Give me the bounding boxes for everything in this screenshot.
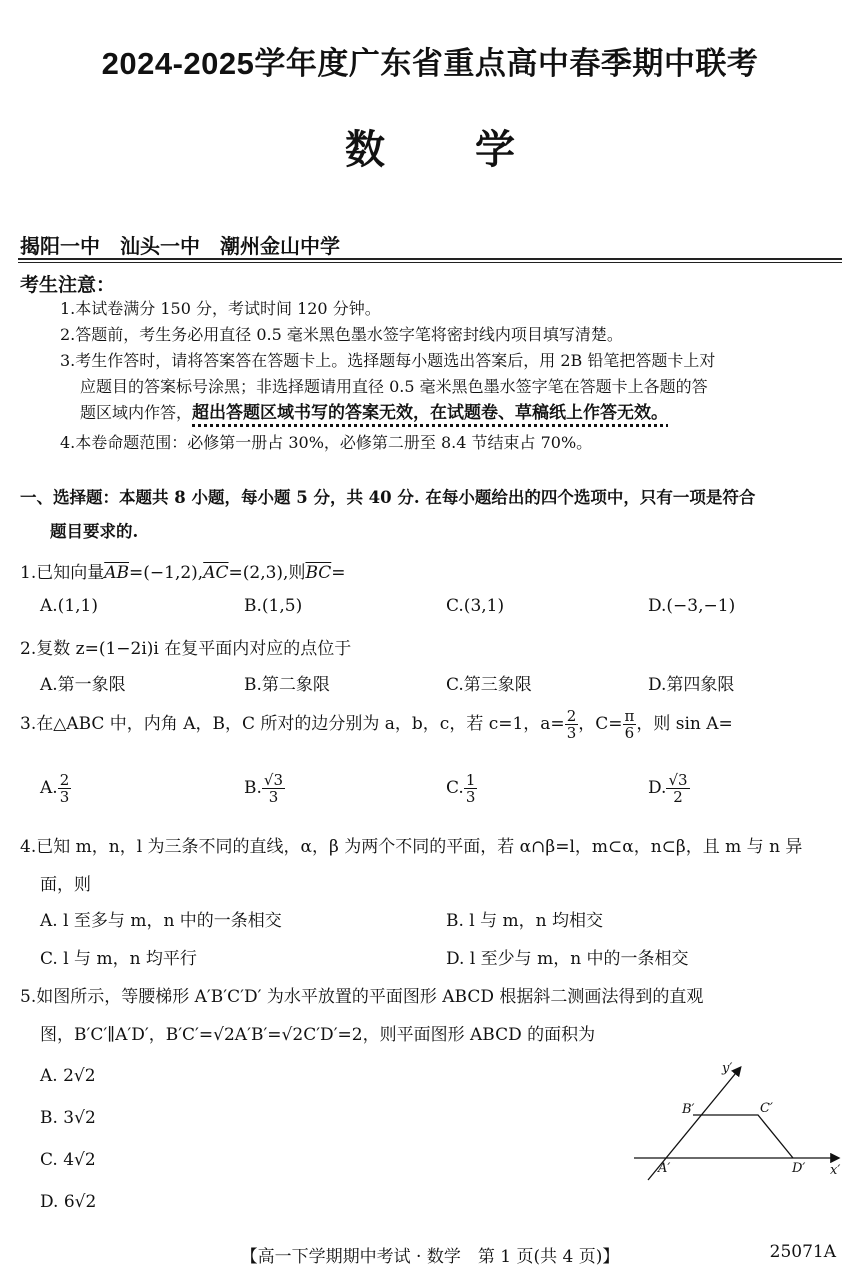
vector-ac: $\overline{AC}$ xyxy=(203,563,229,583)
option-fraction xyxy=(58,772,72,805)
fraction-num: 1 xyxy=(465,771,476,789)
option-letter: A. xyxy=(40,778,58,798)
exam-code: 25071A xyxy=(769,1242,836,1262)
option-fraction xyxy=(464,772,478,805)
label-x: x′ xyxy=(830,1163,841,1178)
q1-option-b[interactable]: B.(1,5) xyxy=(244,596,303,616)
label-a: A′ xyxy=(658,1161,671,1176)
q3-fraction-a xyxy=(565,708,579,741)
notice-warning: 超出答题区域书写的答案无效，在试题卷、草稿纸上作答无效。 xyxy=(192,403,669,422)
q3-text: ，则 sin A= xyxy=(636,714,733,734)
fraction-num: 2 xyxy=(59,771,70,789)
q3-option-b[interactable] xyxy=(244,772,285,805)
question-4-cont: 面，则 xyxy=(40,875,91,895)
question-2: 2.复数 z=(1−2i)i 在复平面内对应的点位于 xyxy=(20,639,352,659)
header-rule xyxy=(18,258,842,260)
section-heading-cont: 题目要求的. xyxy=(50,522,139,541)
q1-text: =(2,3),则 xyxy=(228,563,306,583)
q3-fraction-c xyxy=(623,708,637,741)
q1-text: 1.已知向量 xyxy=(20,563,105,583)
notice-item-2: 2.答题前，考生务必用直径 0.5 毫米黑色墨水签字笔将密封线内项目填写清楚。 xyxy=(60,325,623,344)
header-rule-thin xyxy=(18,262,842,263)
q1-text: =(−1,2), xyxy=(129,563,204,583)
q3-text: ，C= xyxy=(578,714,623,734)
question-1 xyxy=(20,558,346,583)
option-fraction xyxy=(262,772,285,805)
fraction-den: 2 xyxy=(673,788,683,806)
trapezoid-edges xyxy=(693,1115,793,1158)
q4-option-c[interactable]: C. l 与 m，n 均平行 xyxy=(40,949,197,969)
q5-option-c[interactable]: C. 4√2 xyxy=(40,1150,96,1170)
page-footer: 【高一下学期期中考试 · 数学 第 1 页(共 4 页)】 xyxy=(240,1247,620,1267)
notice-item-3: 3.考生作答时，请将答案答在答题卡上。选择题每小题选出答案后，用 2B 铅笔把答题卡上对 xyxy=(60,351,716,370)
notice-item-3-cont: 应题目的答案标号涂黑；非选择题请用直径 0.5 毫米黑色墨水签字笔在答题卡上各题的答 xyxy=(80,377,708,396)
q3-option-d[interactable] xyxy=(648,772,690,805)
fraction-num: √3 xyxy=(263,771,284,789)
trapezoid-figure xyxy=(630,1056,850,1186)
label-c: C′ xyxy=(760,1101,773,1116)
vector-bc: $\overline{BC}$ xyxy=(305,563,332,583)
q4-option-d[interactable]: D. l 至少与 m，n 中的一条相交 xyxy=(446,949,689,969)
option-letter: B. xyxy=(244,778,262,798)
q1-option-a[interactable]: A.(1,1) xyxy=(40,596,98,616)
fraction-den: 3 xyxy=(268,788,279,806)
notice-item-4: 4.本卷命题范围：必修第一册占 30%，必修第二册至 8.4 节结束占 70%。 xyxy=(60,433,593,452)
fraction-num: π xyxy=(624,707,635,725)
question-5-cont: 图，B′C′∥A′D′，B′C′=√2A′B′=√2C′D′=2，则平面图形 ABCD 的面积为 xyxy=(40,1025,596,1045)
fraction-den: 3 xyxy=(59,788,70,806)
section-heading: 一、选择题：本题共 8 小题，每小题 5 分，共 40 分. 在每小题给出的四个选项中，只有一项是符合 xyxy=(20,488,756,507)
q5-option-a[interactable]: A. 2√2 xyxy=(40,1066,96,1086)
subject-title: 数学 xyxy=(345,128,605,172)
fraction-num: 2 xyxy=(566,707,577,725)
fraction-den: 6 xyxy=(624,724,635,742)
q2-option-a[interactable]: A.第一象限 xyxy=(40,675,126,695)
label-d: D′ xyxy=(792,1161,806,1176)
q1-option-c[interactable]: C.(3,1) xyxy=(446,596,505,616)
q1-text: = xyxy=(331,563,346,583)
q3-option-c[interactable] xyxy=(446,772,477,805)
schools-line: 揭阳一中 汕头一中 潮州金山中学 xyxy=(20,236,340,258)
option-letter: C. xyxy=(446,778,464,798)
q3-option-a[interactable] xyxy=(40,772,71,805)
q1-option-d[interactable]: D.(−3,−1) xyxy=(648,596,736,616)
vector-ab: $\overline{AB}$ xyxy=(104,563,130,583)
notice-item-3-text: 题区域内作答， xyxy=(80,403,193,422)
exam-title: 2024-2025学年度广东省重点高中春季期中联考 xyxy=(101,46,759,81)
notice-item-3-end xyxy=(80,400,668,426)
notice-heading: 考生注意： xyxy=(20,275,116,296)
fraction-den: 3 xyxy=(465,788,476,806)
label-b: B′ xyxy=(682,1102,695,1117)
q2-option-b[interactable]: B.第二象限 xyxy=(244,675,330,695)
label-y: y′ xyxy=(722,1061,733,1076)
option-fraction xyxy=(666,772,689,805)
q2-option-c[interactable]: C.第三象限 xyxy=(446,675,532,695)
question-5: 5.如图所示，等腰梯形 A′B′C′D′ 为水平放置的平面图形 ABCD 根据斜二测画法得到的直观 xyxy=(20,987,704,1007)
question-4: 4.已知 m，n，l 为三条不同的直线，α，β 为两个不同的平面，若 α∩β=l，m⊂α，n⊂β，且 m 与 n 异 xyxy=(20,837,803,857)
notice-item-1: 1.本试卷满分 150 分，考试时间 120 分钟。 xyxy=(60,299,381,318)
fraction-den: 3 xyxy=(566,724,577,742)
option-letter: D. xyxy=(648,778,667,798)
fraction-num: √3 xyxy=(668,771,688,789)
q2-option-d[interactable]: D.第四象限 xyxy=(648,675,735,695)
q3-text: 3.在△ABC 中，内角 A，B，C 所对的边分别为 a，b，c，若 c=1，a= xyxy=(20,714,565,734)
q5-option-b[interactable]: B. 3√2 xyxy=(40,1108,96,1128)
q4-option-b[interactable]: B. l 与 m，n 均相交 xyxy=(446,911,604,931)
q4-option-a[interactable]: A. l 至多与 m，n 中的一条相交 xyxy=(40,911,282,931)
q5-option-d[interactable]: D. 6√2 xyxy=(40,1192,97,1212)
question-3 xyxy=(20,708,733,741)
